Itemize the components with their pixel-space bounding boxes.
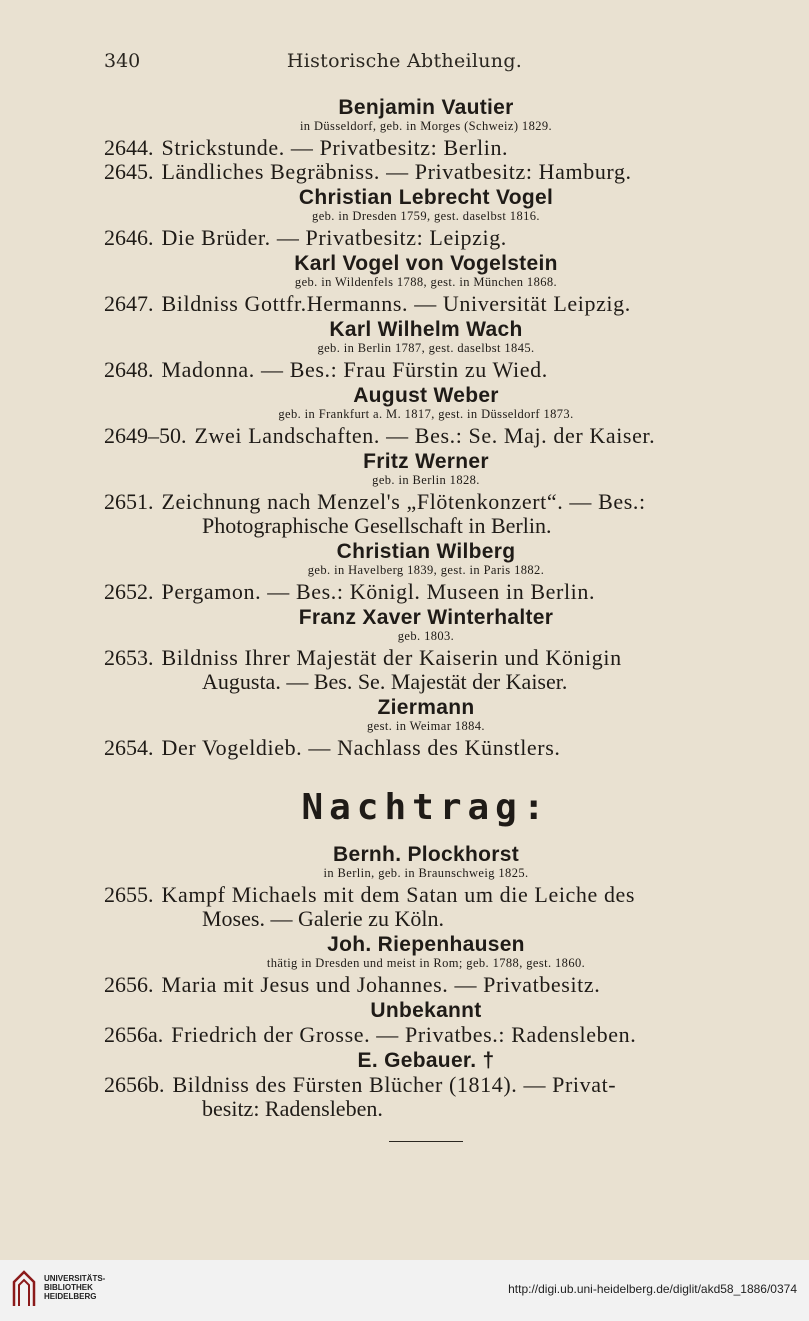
- artist-name: Karl Vogel von Vogelstein: [294, 252, 558, 275]
- entry-text: Die Brüder. — Privatbesitz: Leipzig.: [161, 225, 507, 250]
- entry-number: 2656.: [104, 972, 154, 997]
- end-rule: [389, 1141, 463, 1142]
- entry-number: 2646.: [104, 225, 154, 250]
- artist-info: thätig in Dresden und meist in Rom; geb. 1788, gest. 1860.: [266, 956, 586, 970]
- artist-name: Ziermann: [377, 696, 475, 719]
- artist-name: Unbekannt: [370, 999, 482, 1022]
- library-logo-icon: [12, 1270, 36, 1308]
- catalog-entry: [104, 424, 748, 447]
- entry-text: Kampf Michaels mit dem Satan um die Leiche des: [161, 882, 636, 907]
- artist-name: Franz Xaver Winterhalter: [298, 606, 554, 629]
- entry-number: 2645.: [104, 159, 154, 184]
- entry-continuation: Photographische Gesellschaft in Berlin.: [202, 513, 552, 538]
- catalog-entry: [104, 358, 748, 381]
- library-name: UNIVERSITÄTS- BIBLIOTHEK HEIDELBERG: [44, 1274, 106, 1301]
- entry-text: Pergamon. — Bes.: Königl. Museen in Berlin.: [161, 579, 596, 604]
- entry-continuation: Augusta. — Bes. Se. Majestät der Kaiser.: [202, 669, 568, 694]
- entry-text: Ländliches Begräbniss. — Privatbesitz: Hamburg.: [161, 159, 632, 184]
- catalog-entry: [104, 226, 748, 249]
- entry-text: Strickstunde. — Privatbesitz: Berlin.: [161, 135, 509, 160]
- entry-text: Der Vogeldieb. — Nachlass des Künstlers.: [161, 735, 561, 760]
- catalog-entry: [104, 1073, 748, 1096]
- artist-name: Benjamin Vautier: [338, 96, 514, 119]
- entry-number: 2656b.: [104, 1072, 165, 1097]
- artist-info: in Berlin, geb. in Braunschweig 1825.: [323, 866, 529, 880]
- artist-info: geb. in Dresden 1759, gest. daselbst 1816.: [312, 209, 540, 223]
- entry-text: Zwei Landschaften. — Bes.: Se. Maj. der Kaiser.: [194, 423, 656, 448]
- entry-text: Bildniss Gottfr.Hermanns. — Universität Leipzig.: [161, 291, 631, 316]
- page-number: 340: [104, 50, 141, 72]
- artist-info: geb. in Frankfurt a. M. 1817, gest. in Düsseldorf 1873.: [278, 407, 574, 421]
- artist-info: gest. in Weimar 1884.: [367, 719, 485, 733]
- page-header: [0, 50, 809, 82]
- entry-number: 2654.: [104, 735, 154, 760]
- artist-name: Karl Wilhelm Wach: [329, 318, 523, 341]
- entry-number: 2648.: [104, 357, 154, 382]
- source-url[interactable]: http://digi.ub.uni-heidelberg.de/diglit/akd58_1886/0374: [508, 1282, 797, 1296]
- running-title: Historische Abtheilung.: [286, 50, 523, 72]
- entry-text: Bildniss des Fürsten Blücher (1814). — Privat-: [172, 1072, 617, 1097]
- entry-number: 2652.: [104, 579, 154, 604]
- entry-text: Bildniss Ihrer Majestät der Kaiserin und Königin: [161, 645, 622, 670]
- catalog-entry: [104, 490, 748, 513]
- entry-number: 2653.: [104, 645, 154, 670]
- entry-continuation: besitz: Radensleben.: [202, 1096, 383, 1121]
- catalog-entry: [104, 973, 748, 996]
- artist-name: Bernh. Plockhorst: [333, 843, 519, 866]
- catalog-entry: [104, 646, 748, 669]
- entry-number: 2656a.: [104, 1022, 164, 1047]
- artist-name: Fritz Werner: [363, 450, 489, 473]
- catalog-entry: [104, 580, 748, 603]
- artist-name: Joh. Riepenhausen: [327, 933, 525, 956]
- catalog-entry: [104, 160, 748, 183]
- artist-name: Christian Lebrecht Vogel: [298, 186, 554, 209]
- artist-info: geb. in Berlin 1787, gest. daselbst 1845.: [317, 341, 535, 355]
- catalog-content: [104, 93, 748, 1142]
- entry-continuation: Moses. — Galerie zu Köln.: [202, 906, 444, 931]
- nachtrag-heading: Nachtrag:: [301, 787, 551, 828]
- catalog-entry: [104, 136, 748, 159]
- entry-number: 2655.: [104, 882, 154, 907]
- entry-number: 2647.: [104, 291, 154, 316]
- catalog-entry: [104, 883, 748, 906]
- entry-number: 2649–50.: [104, 423, 187, 448]
- entry-text: Madonna. — Bes.: Frau Fürstin zu Wied.: [161, 357, 548, 382]
- artist-name: August Weber: [353, 384, 499, 407]
- entry-text: Friedrich der Grosse. — Privatbes.: Radensleben.: [171, 1022, 637, 1047]
- catalog-entry: [104, 1023, 748, 1046]
- artist-info: in Düsseldorf, geb. in Morges (Schweiz) 1829.: [299, 119, 553, 133]
- footer-bar: [0, 1260, 809, 1321]
- entry-text: Maria mit Jesus und Johannes. — Privatbesitz.: [161, 972, 601, 997]
- artist-info: geb. 1803.: [397, 629, 455, 643]
- artist-info: geb. in Berlin 1828.: [372, 473, 480, 487]
- artist-info: geb. in Havelberg 1839, gest. in Paris 1882.: [307, 563, 545, 577]
- catalog-entry: [104, 736, 748, 759]
- entry-number: 2651.: [104, 489, 154, 514]
- artist-name: E. Gebauer. †: [357, 1049, 495, 1072]
- artist-info: geb. in Wildenfels 1788, gest. in München 1868.: [294, 275, 558, 289]
- entry-number: 2644.: [104, 135, 154, 160]
- artist-name: Christian Wilberg: [336, 540, 516, 563]
- entry-text: Zeichnung nach Menzel's „Flötenkonzert“. — Bes.:: [161, 489, 646, 514]
- catalog-entry: [104, 292, 748, 315]
